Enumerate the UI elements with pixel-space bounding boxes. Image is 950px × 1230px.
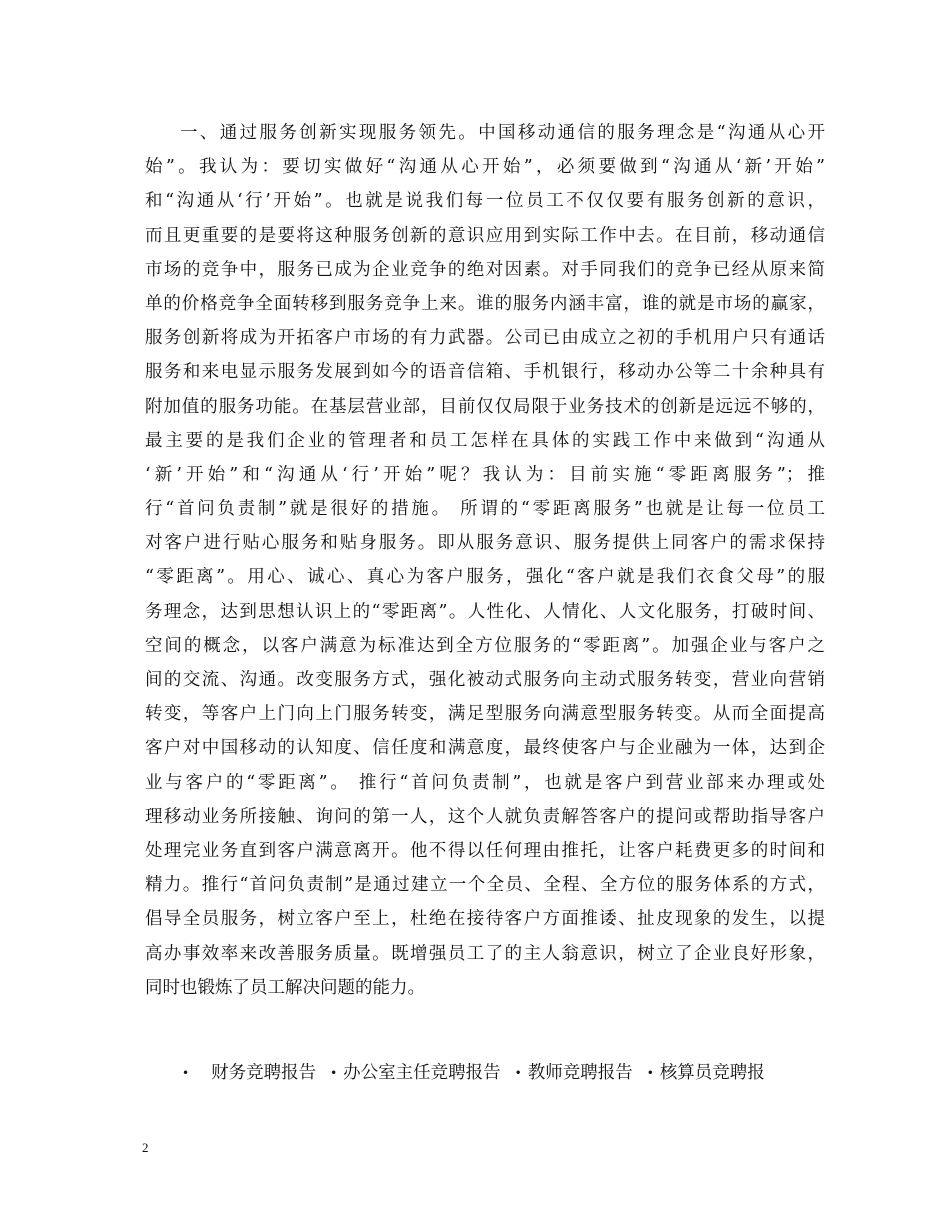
related-link[interactable]: 教师竞聘报告 (527, 1063, 633, 1083)
bullet-icon: • (514, 1066, 522, 1080)
paragraph-line: 服务和来电显示服务发展到如今的语音信箱、手机银行，移动办公等二十余种具有 (145, 362, 825, 383)
paragraph-line: 业与客户的“零距离”。 推行“首问负责制”，也就是客户到营业部来办理或处 (145, 772, 825, 793)
page-number: 2 (142, 1140, 149, 1155)
paragraph-line: 和“沟通从‘行’开始”。也就是说我们每一位员工不仅仅要有服务创新的意识， (145, 191, 825, 212)
related-link-item (515, 1056, 633, 1090)
paragraph-line: 空间的概念，以客户满意为标准达到全方位服务的“零距离”。加强企业与客户之 (145, 635, 825, 656)
related-link-item (647, 1056, 765, 1090)
bullet-icon: • (330, 1066, 338, 1080)
bullet-icon: • (182, 1066, 190, 1080)
related-links-list (182, 1056, 822, 1090)
paragraph-line: 服务创新将成为开拓客户市场的有力武器。公司已由成立之初的手机用户只有通话 (145, 328, 825, 349)
paragraph-line: 附加值的服务功能。在基层营业部，目前仅仅局限于业务技术的创新是远远不够的， (145, 396, 825, 417)
body-paragraph (145, 116, 825, 1005)
related-link-item (330, 1056, 501, 1090)
paragraph-line: 倡导全员服务，树立客户至上，杜绝在接待客户方面推诿、扯皮现象的发生，以提 (145, 909, 825, 930)
paragraph-line: 处理完业务直到客户满意离开。他不得以任何理由推托，让客户耗费更多的时间和 (145, 840, 825, 861)
paragraph-line: 理移动业务所接触、询问的第一人，这个人就负责解答客户的提问或帮助指导客户 (145, 806, 825, 827)
paragraph-line: 同时也锻炼了员工解决问题的能力。 (145, 977, 425, 998)
paragraph-line: 行“首问负责制”就是很好的措施。 所谓的“零距离服务”也就是让每一位员工 (145, 499, 825, 520)
paragraph-line: 市场的竞争中，服务已成为企业竞争的绝对因素。对手同我们的竞争已经从原来简 (145, 259, 825, 280)
related-link[interactable]: 办公室主任竞聘报告 (343, 1063, 501, 1083)
paragraph-line: 精力。推行“首问负责制”是通过建立一个全员、全程、全方位的服务体系的方式， (145, 875, 825, 896)
paragraph-line: 一、通过服务创新实现服务领先。中国移动通信的服务理念是“沟通从心开 (180, 123, 825, 143)
paragraph-line: 而且更重要的是要将这种服务创新的意识应用到实际工作中去。在目前，移动通信 (145, 225, 825, 246)
paragraph-line: 单的价格竞争全面转移到服务竞争上来。谁的服务内涵丰富，谁的就是市场的赢家， (145, 293, 825, 314)
related-link-item (182, 1056, 316, 1090)
paragraph-line: ‘新’开始”和“沟通从‘行’开始”呢？我认为：目前实施“零距离服务”；推 (145, 464, 825, 485)
bullet-icon: • (646, 1066, 654, 1080)
paragraph-line: 始”。我认为：要切实做好“沟通从心开始”，必须要做到“沟通从‘新’开始” (145, 157, 825, 178)
paragraph-line: 高办事效率来改善服务质量。既增强员工了的主人翁意识，树立了企业良好形象， (145, 943, 825, 964)
paragraph-line: 务理念，达到思想认识上的“零距离”。人性化、人情化、人文化服务，打破时间、 (145, 601, 825, 622)
paragraph-line: 对客户进行贴心服务和贴身服务。即从服务意识、服务提供上同客户的需求保持 (145, 533, 825, 554)
paragraph-line: 间的交流、沟通。改变服务方式，强化被动式服务向主动式服务转变，营业向营销 (145, 670, 825, 690)
paragraph-line: 客户对中国移动的认知度、信任度和满意度，最终使客户与企业融为一体，达到企 (145, 738, 825, 759)
paragraph-line: 转变，等客户上门向上门服务转变，满足型服务向满意型服务转变。从而全面提高 (145, 704, 825, 725)
paragraph-line: “零距离”。用心、诚心、真心为客户服务，强化“客户就是我们衣食父母”的服 (145, 567, 825, 588)
paragraph-line: 最主要的是我们企业的管理者和员工怎样在具体的实践工作中来做到“沟通从 (145, 430, 825, 451)
related-link[interactable]: 核算员竞聘报 (659, 1063, 765, 1083)
related-link[interactable]: 财务竞聘报告 (211, 1063, 317, 1083)
